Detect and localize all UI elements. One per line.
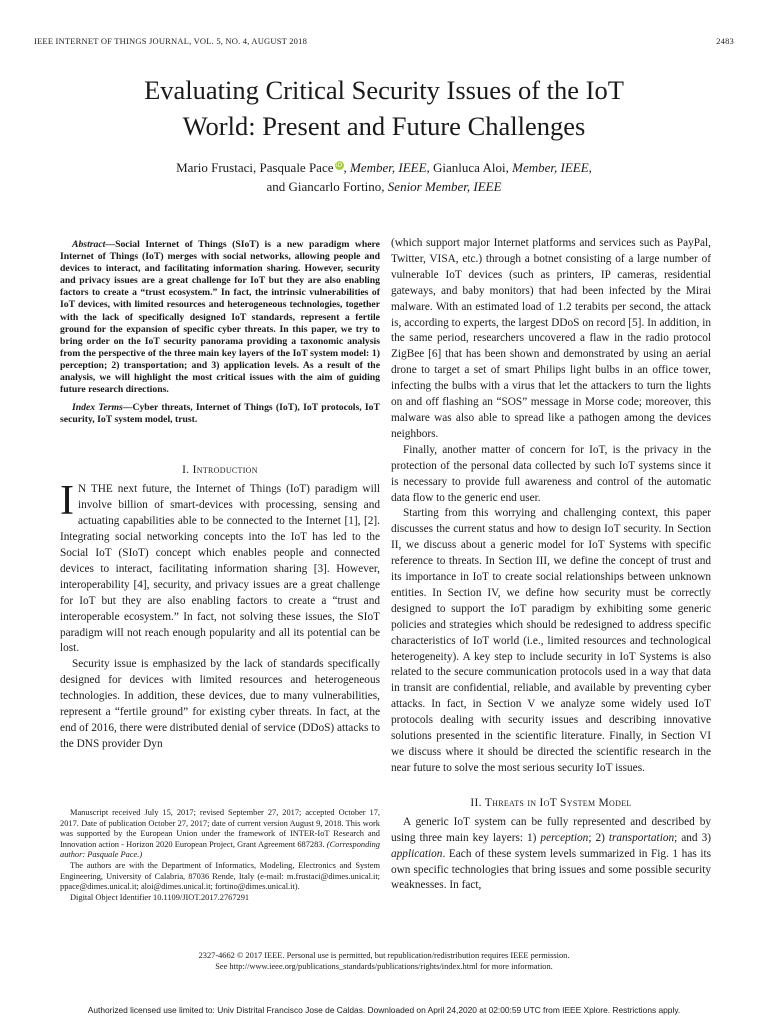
author-membership-2: Member, IEEE (512, 160, 589, 175)
footnotes (60, 808, 380, 903)
threats-paragraph-1 (391, 815, 711, 895)
right-paragraph-1: (which support major Internet platforms and services such as PayPal, Twitter, VISA, etc.) through a botnet consisting of a large number of vulnerable IoT devices (such as printers, IP cameras, residential gateways, and baby monitors) that had been infected by the Mirai malware. With an estimated load of 1.2 terabits per second, the attack is, according to experts, the largest DDoS on record [5]. In addition, in the same period, researchers uncovered a flaw in the radio protocol ZigBee [6] that has been shown and demonstrated by using an aerial drone to target a set of smart Philips light bulbs in an office tower, infecting the bulbs with a virus that let the attackers to turn the lights on and off flashing an “SOS” message in Morse code; moreover, this malware was also able to spread like a pathogen among the devices neighbors. (391, 237, 711, 440)
orcid-icon[interactable]: iD (335, 162, 343, 169)
author-sep-2: , (588, 160, 592, 175)
author-names-1: Mario Frustaci, Pasquale Pace (176, 160, 334, 175)
footnote-corresponding: (Corresponding author: Pasquale Pace.) (60, 839, 380, 860)
threats-text-d: . Each of these system levels summarized in Fig. 1 has its own specific technologies that bring issues and some possible security weaknesses. In fact, (391, 847, 711, 892)
author-line-1 (40, 158, 728, 177)
drop-cap: I (60, 478, 74, 525)
section-heading-threats: II. Threats in IoT System Model (470, 796, 632, 809)
author-line-2 (40, 177, 728, 196)
copyright-line-1: 2327-4662 © 2017 IEEE. Personal use is permitted, but republication/redistribution requires IEEE permission. (198, 951, 570, 960)
index-terms (60, 402, 380, 426)
term-application: application (391, 847, 443, 860)
index-terms-text: Cyber threats, Internet of Things (IoT), IoT protocols, IoT security, IoT system model, trust. (60, 402, 380, 426)
author-names-2: , Gianluca Aloi, (426, 160, 513, 175)
author-list (40, 158, 728, 196)
title-block (40, 72, 728, 196)
author-names-3: and Giancarlo Fortino, (266, 179, 388, 194)
footnote-received-text: Manuscript received July 15, 2017; revised September 27, 2017; accepted October 17, 2017. Date of publication October 27, 2017; date of current version August 9, 2018. This work was supported by the European Union under the framework of INTER-IoT Research and Innovation action - Horizon 2020 European Project, Grant Agreement 687283. (60, 808, 380, 849)
paper-title-line-2: World: Present and Future Challenges (182, 111, 586, 141)
author-membership-3: Senior Member, IEEE (387, 179, 502, 194)
footnote-affiliation: The authors are with the Department of Informatics, Modeling, Electronics and System Engineering, University of Calabria, 87036 Rende, Italy (e-mail: m.frustaci@dimes.unical.it; ppace@dimes.unical.it; aloi@dimes.unical.it; fortino@dimes.unical.it). (60, 860, 380, 892)
copyright-line-2: See http://www.ieee.org/publications_standards/publications/rights/index.html for more information. (215, 962, 553, 971)
journal-name: IEEE INTERNET OF THINGS JOURNAL, VOL. 5, NO. 4, AUGUST 2018 (34, 36, 308, 46)
license-notice: Authorized licensed use limited to: Univ Distrital Francisco Jose de Caldas. Downloaded on April 24,2020 at 02:00:59 UTC from IEEE Xplore. Restrictions apply. (87, 1005, 681, 1015)
right-paragraph-2: Finally, another matter of concern for IoT, is the privacy in the protection of the personal data collected by such IoT systems since it is necessary to provide full awareness and control of the automatic data flow to the generic end user. (391, 443, 711, 504)
section-heading-introduction: I. Introduction (182, 464, 258, 477)
intro-paragraph-1 (60, 478, 380, 657)
abstract-text: Social Internet of Things (SIoT) is a new paradigm where Internet of Things (IoT) merges with social networks, allowing people and devices to interact, and facilitating information sharing. However, security and privacy issues are a great challenge for IoT but they are also enabling factors to create a “trust ecosystem.” In fact, the intrinsic vulnerabilities of IoT devices, with limited resources and heterogeneous technologies, together with the lack of specifically designed IoT standards, represent a fertile ground for the expansion of specific cyber threats. In this paper, we try to bring order on the IoT security panorama providing a taxonomic analysis from the perspective of the three main key layers of the IoT system model: 1) perception; 2) transportation; and 3) application levels. As a result of the analysis, we will highlight the most critical issues with the aim of guiding future research directions. (60, 239, 380, 396)
abstract-lead: Abstract— (72, 239, 116, 250)
term-perception: perception (540, 831, 589, 844)
threats-text-b: ; 2) (588, 831, 609, 844)
footnote-received (60, 808, 380, 861)
footnote-doi: Digital Object Identifier 10.1109/JIOT.2017.2767291 (70, 892, 250, 902)
right-column (391, 236, 711, 894)
author-membership-1: Member, IEEE (350, 160, 427, 175)
intro-paragraph-2: Security issue is emphasized by the lack of standards specifically designed for devices with limited resources and heterogeneous technologies. In addition, these devices, due to many vulnerabilities, represent a “fertile ground” for existing cyber threats. In fact, at the end of 2016, there were distributed denial of service (DDoS) attacks to the DNS provider Dyn (60, 658, 380, 750)
threats-text-a: A generic IoT system can be fully represented and described by using three main key layers: 1) (391, 815, 711, 844)
page-number: 2483 (716, 36, 734, 46)
term-transportation: transportation (608, 831, 675, 844)
threats-text-c: ; and 3) (674, 831, 711, 844)
right-paragraph-3: Starting from this worrying and challenging context, this paper discusses the current status and how to design IoT security. In Section II, we discuss about a generic model for IoT Systems with specific reference to threats. In Section III, we define the concept of trust and its importance in IoT to create social relationships between unknown entities. In Section IV, we define how security must be correctly designed to support the IoT paradigm by exhibiting some generic policies and strategies which should be redesigned to address specific characteristics of IoT world (i.e., limited resources and technological heterogeneity). A key step to include security in IoT Systems is also related to the secure communication protocols used in a way that data in transit are confidential, reliable, and available by preventing cyber attacks. In fact, in Section V we analyze some widely used IoT protocols dealing with security issues and describing innovative solutions presented in the scientific literature. Finally, in Section VI we discuss where it should be directed the scientific research in the near future to solve the most serious security IoT issues. (391, 507, 711, 774)
index-terms-lead: Index Terms— (72, 402, 133, 414)
intro-paragraph-1-text: N THE next future, the Internet of Things (IoT) paradigm will involve billion of smart-devices with processing, sensing and actuating capabilities able to be connected to the Internet [1], [2]. Integrating social networking concepts into the IoT has led to the Social IoT (SIoT) concept which enables people and connected devices to interact, facilitating information sharing [3]. However, interoperability [4], security, and privacy issues are a great challenge for IoT but they are also enabling factors to create a “trust and interoperable ecosystem.” In fact, not solving these issues, the SIoT paradigm will not reach enough popularity and all its potential can be lost. (60, 483, 380, 655)
left-column (60, 236, 380, 753)
abstract (60, 239, 380, 396)
author-sep-1: , (343, 160, 350, 175)
paper-title-line-1: Evaluating Critical Security Issues of the IoT (144, 75, 624, 105)
copyright-notice (0, 950, 768, 972)
